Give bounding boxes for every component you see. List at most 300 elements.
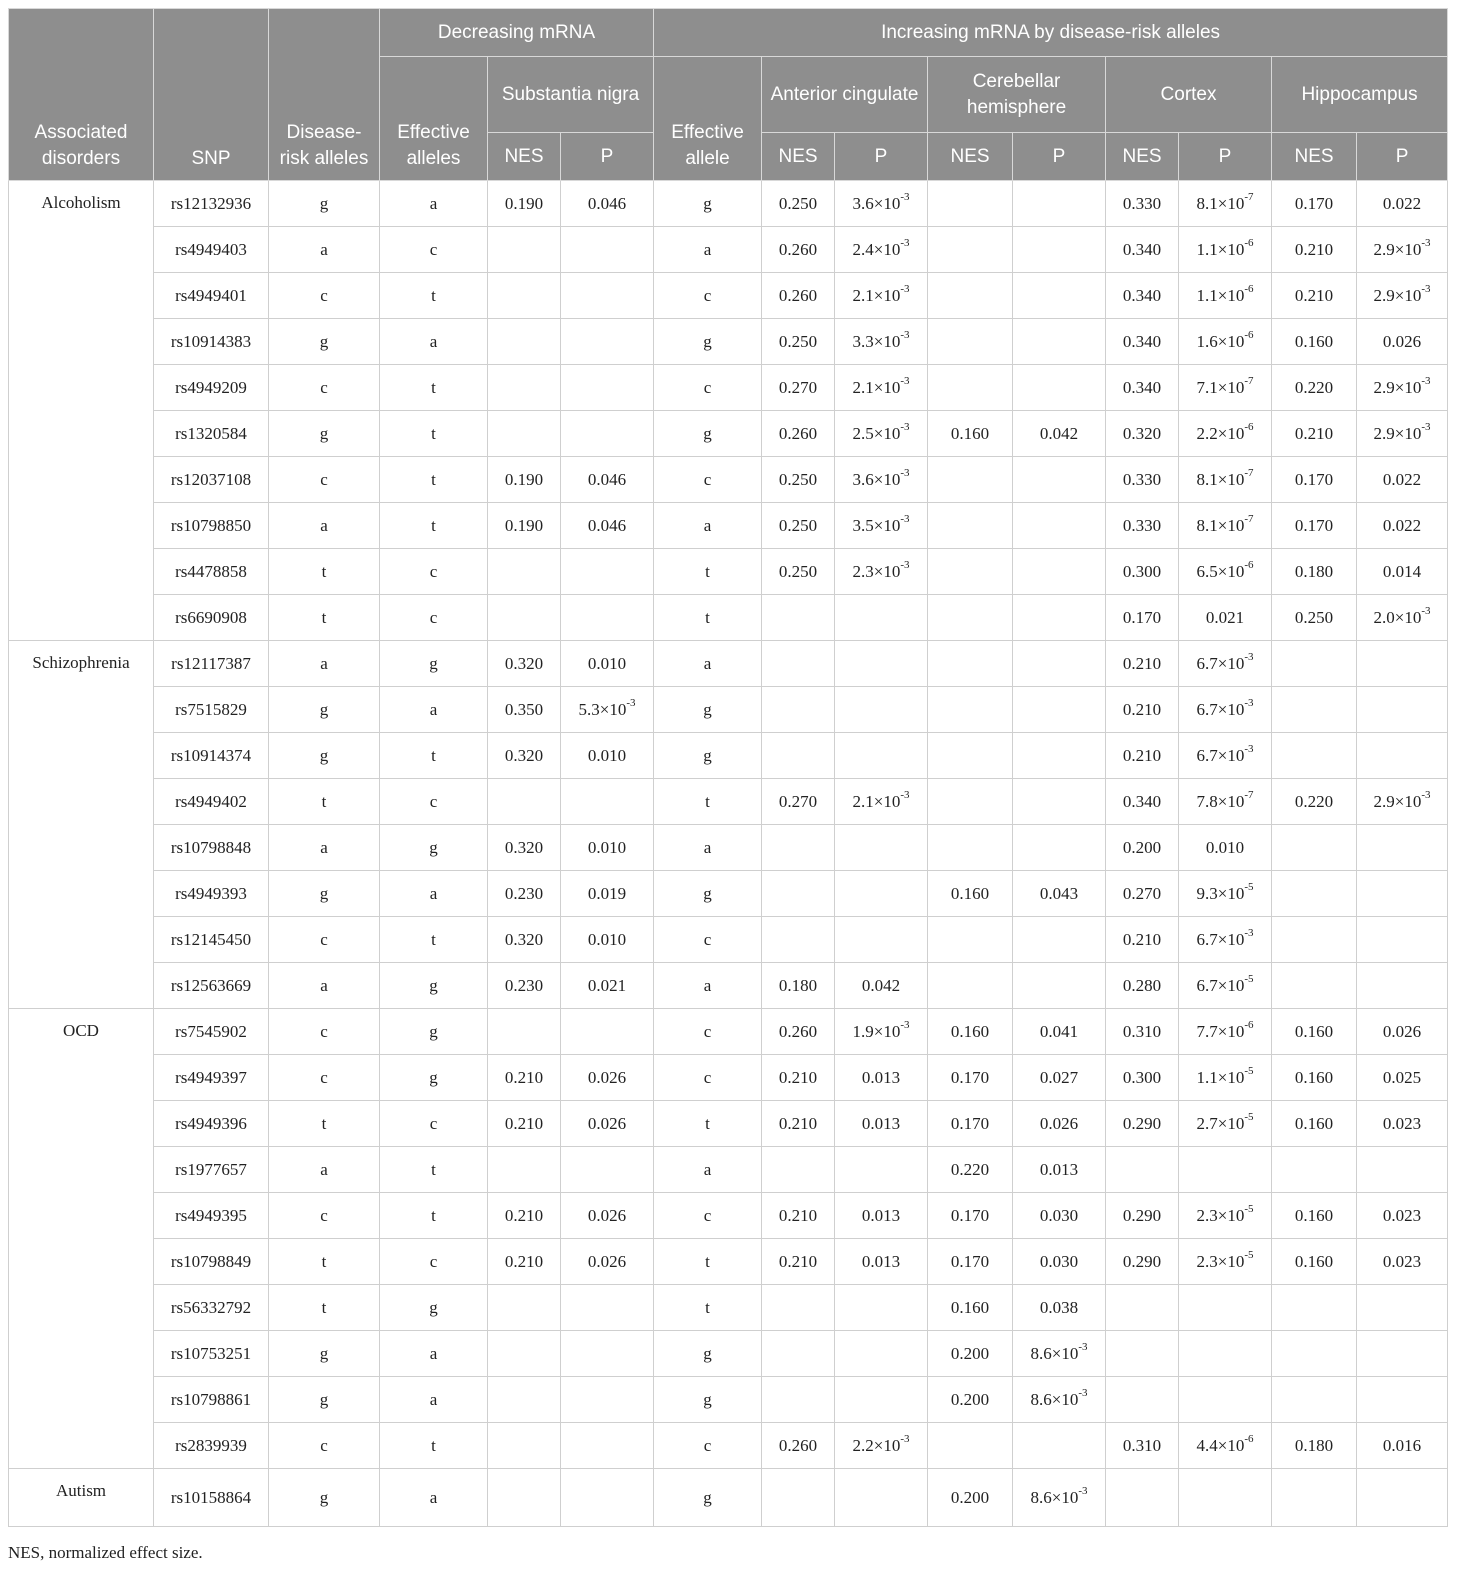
table-cell: [928, 273, 1013, 319]
table-cell: [835, 641, 928, 687]
table-cell: a: [380, 1331, 488, 1377]
table-cell: [1179, 1331, 1272, 1377]
table-cell: [1357, 917, 1448, 963]
table-cell: [1013, 963, 1106, 1009]
table-cell: 0.013: [835, 1239, 928, 1285]
table-cell: 0.170: [1106, 595, 1179, 641]
table-cell: [488, 1423, 561, 1469]
table-cell: rs10798861: [154, 1377, 269, 1423]
table-cell: [561, 595, 654, 641]
table-cell: $6.7\times 10^{-3}$: [1179, 687, 1272, 733]
table-cell: [928, 457, 1013, 503]
table-cell: $1.9\times 10^{-3}$: [835, 1009, 928, 1055]
table-cell: 0.010: [561, 825, 654, 871]
table-cell: 0.330: [1106, 503, 1179, 549]
table-cell: g: [269, 319, 380, 365]
table-cell: 0.320: [488, 733, 561, 779]
table-cell: 0.330: [1106, 457, 1179, 503]
table-row: [9, 733, 1448, 779]
table-cell: $2.9\times 10^{-3}$: [1357, 779, 1448, 825]
table-cell: [1272, 917, 1357, 963]
table-cell: $2.7\times 10^{-5}$: [1179, 1101, 1272, 1147]
table-cell: [488, 365, 561, 411]
table-cell: 0.320: [488, 641, 561, 687]
table-cell: [561, 1009, 654, 1055]
table-cell: g: [380, 1009, 488, 1055]
header-disease-risk-alleles: Disease-risk alleles: [269, 9, 380, 181]
table-cell: [928, 595, 1013, 641]
table-cell: [928, 963, 1013, 1009]
table-cell: [488, 1009, 561, 1055]
table-cell: [1106, 1147, 1179, 1193]
table-cell: [1272, 1377, 1357, 1423]
table-cell: [1357, 871, 1448, 917]
table-cell: 0.210: [1272, 227, 1357, 273]
header-effective-allele: Effective allele: [654, 57, 762, 181]
table-cell: [1357, 1147, 1448, 1193]
table-cell: [1272, 1331, 1357, 1377]
table-cell: [762, 1377, 835, 1423]
table-cell: $2.3\times 10^{-3}$: [835, 549, 928, 595]
table-cell: $1.1\times 10^{-6}$: [1179, 227, 1272, 273]
header-effective-alleles: Effective alleles: [380, 57, 488, 181]
table-cell: t: [654, 595, 762, 641]
table-cell: [488, 273, 561, 319]
table-cell: [1272, 825, 1357, 871]
table-cell: t: [654, 1239, 762, 1285]
table-cell: [488, 1469, 561, 1527]
table-cell: [488, 1147, 561, 1193]
table-cell: 0.180: [762, 963, 835, 1009]
table-cell: 0.042: [1013, 411, 1106, 457]
table-cell: [835, 1331, 928, 1377]
table-cell: [762, 733, 835, 779]
table-cell: $2.9\times 10^{-3}$: [1357, 227, 1448, 273]
header-nes: NES: [928, 133, 1013, 181]
table-cell: c: [380, 1101, 488, 1147]
table-cell: rs12132936: [154, 181, 269, 227]
table-row: [9, 1147, 1448, 1193]
table-cell: g: [654, 1377, 762, 1423]
table-cell: [1357, 733, 1448, 779]
table-cell: 0.260: [762, 1009, 835, 1055]
table-cell: a: [380, 1469, 488, 1527]
disorder-cell: Schizophrenia: [9, 641, 154, 1009]
table-cell: 0.210: [488, 1239, 561, 1285]
table-cell: $2.0\times 10^{-3}$: [1357, 595, 1448, 641]
table-cell: 0.270: [762, 779, 835, 825]
table-cell: 0.046: [561, 181, 654, 227]
table-cell: t: [269, 595, 380, 641]
table-cell: [561, 365, 654, 411]
table-cell: 0.190: [488, 503, 561, 549]
table-cell: a: [269, 641, 380, 687]
table-cell: rs10158864: [154, 1469, 269, 1527]
table-cell: 0.340: [1106, 779, 1179, 825]
table-cell: $2.2\times 10^{-3}$: [835, 1423, 928, 1469]
table-cell: [1013, 227, 1106, 273]
table-cell: [928, 825, 1013, 871]
table-cell: c: [380, 779, 488, 825]
table-cell: $2.9\times 10^{-3}$: [1357, 365, 1448, 411]
table-row: [9, 641, 1448, 687]
table-cell: c: [269, 457, 380, 503]
table-cell: [488, 1331, 561, 1377]
table-cell: rs12117387: [154, 641, 269, 687]
table-cell: g: [380, 1285, 488, 1331]
table-cell: [762, 825, 835, 871]
table-cell: t: [380, 273, 488, 319]
table-cell: c: [380, 227, 488, 273]
table-cell: g: [654, 733, 762, 779]
table-cell: c: [269, 273, 380, 319]
table-cell: 0.260: [762, 227, 835, 273]
table-cell: t: [380, 1147, 488, 1193]
table-cell: [488, 319, 561, 365]
table-cell: 0.270: [762, 365, 835, 411]
header-associated-disorders: Associated disorders: [9, 9, 154, 181]
table-cell: [1013, 779, 1106, 825]
table-cell: c: [269, 917, 380, 963]
table-cell: rs10798849: [154, 1239, 269, 1285]
table-cell: $7.8\times 10^{-7}$: [1179, 779, 1272, 825]
table-row: [9, 1239, 1448, 1285]
table-row: [9, 595, 1448, 641]
table-cell: g: [380, 1055, 488, 1101]
table-cell: 0.160: [928, 1285, 1013, 1331]
table-cell: a: [654, 1147, 762, 1193]
table-cell: [928, 365, 1013, 411]
table-cell: 0.023: [1357, 1101, 1448, 1147]
table-cell: a: [269, 503, 380, 549]
table-cell: 0.160: [928, 871, 1013, 917]
table-cell: [488, 411, 561, 457]
table-cell: 0.010: [1179, 825, 1272, 871]
table-cell: g: [380, 641, 488, 687]
table-cell: c: [380, 549, 488, 595]
table-row: [9, 1285, 1448, 1331]
header-snp: SNP: [154, 9, 269, 181]
table-cell: [561, 779, 654, 825]
table-cell: a: [380, 319, 488, 365]
table-cell: c: [269, 1423, 380, 1469]
table-cell: $8.6\times 10^{-3}$: [1013, 1331, 1106, 1377]
table-cell: $6.7\times 10^{-3}$: [1179, 641, 1272, 687]
table-cell: 0.270: [1106, 871, 1179, 917]
table-cell: t: [269, 1285, 380, 1331]
table-cell: [762, 871, 835, 917]
table-cell: 0.021: [1179, 595, 1272, 641]
table-cell: 0.170: [928, 1239, 1013, 1285]
table-cell: t: [380, 457, 488, 503]
table-cell: $8.1\times 10^{-7}$: [1179, 181, 1272, 227]
table-cell: t: [654, 1285, 762, 1331]
table-cell: c: [269, 1193, 380, 1239]
table-cell: $9.3\times 10^{-5}$: [1179, 871, 1272, 917]
table-cell: 0.320: [488, 825, 561, 871]
table-cell: $1.6\times 10^{-6}$: [1179, 319, 1272, 365]
table-cell: [928, 549, 1013, 595]
table-cell: [928, 1423, 1013, 1469]
table-cell: 0.340: [1106, 227, 1179, 273]
table-cell: t: [380, 1423, 488, 1469]
table-cell: 0.210: [762, 1101, 835, 1147]
table-cell: [1272, 733, 1357, 779]
table-cell: g: [654, 871, 762, 917]
table-cell: [561, 273, 654, 319]
table-cell: [1013, 549, 1106, 595]
table-cell: a: [269, 227, 380, 273]
table-cell: 0.180: [1272, 1423, 1357, 1469]
table-cell: c: [380, 595, 488, 641]
table-cell: rs1977657: [154, 1147, 269, 1193]
table-row: [9, 825, 1448, 871]
table-cell: a: [269, 1147, 380, 1193]
header-increasing-mrna: Increasing mRNA by disease-risk alleles: [654, 9, 1448, 57]
table-cell: rs10914374: [154, 733, 269, 779]
table-row: [9, 549, 1448, 595]
table-cell: 0.210: [1106, 733, 1179, 779]
table-cell: $3.5\times 10^{-3}$: [835, 503, 928, 549]
table-cell: rs4949396: [154, 1101, 269, 1147]
table-cell: 0.013: [835, 1193, 928, 1239]
table-cell: $2.3\times 10^{-5}$: [1179, 1193, 1272, 1239]
header-nes: NES: [1272, 133, 1357, 181]
table-cell: [835, 1469, 928, 1527]
table-cell: [928, 503, 1013, 549]
table-cell: [1357, 1469, 1448, 1527]
table-row: [9, 1469, 1448, 1527]
table-cell: g: [269, 871, 380, 917]
table-cell: [1357, 641, 1448, 687]
table-row: [9, 1009, 1448, 1055]
table-cell: [1013, 181, 1106, 227]
table-cell: 0.300: [1106, 549, 1179, 595]
table-cell: a: [654, 825, 762, 871]
table-cell: c: [654, 1055, 762, 1101]
table-cell: 0.038: [1013, 1285, 1106, 1331]
table-cell: $8.6\times 10^{-3}$: [1013, 1377, 1106, 1423]
table-cell: 0.023: [1357, 1239, 1448, 1285]
table-cell: 0.160: [1272, 1055, 1357, 1101]
table-cell: 0.160: [1272, 1239, 1357, 1285]
table-cell: [488, 595, 561, 641]
table-cell: g: [269, 687, 380, 733]
table-cell: [1179, 1469, 1272, 1527]
table-cell: 0.022: [1357, 457, 1448, 503]
table-cell: 0.210: [1106, 641, 1179, 687]
table-cell: $5.3\times 10^{-3}$: [561, 687, 654, 733]
table-cell: [1272, 1285, 1357, 1331]
table-cell: 0.160: [1272, 1009, 1357, 1055]
table-cell: [1357, 825, 1448, 871]
table-cell: g: [269, 1377, 380, 1423]
table-cell: 0.210: [488, 1101, 561, 1147]
table-cell: 0.170: [928, 1193, 1013, 1239]
table-cell: a: [380, 181, 488, 227]
table-cell: 0.210: [1106, 687, 1179, 733]
table-cell: c: [269, 1055, 380, 1101]
table-cell: $6.7\times 10^{-5}$: [1179, 963, 1272, 1009]
table-cell: [1179, 1285, 1272, 1331]
table-cell: $8.1\times 10^{-7}$: [1179, 457, 1272, 503]
table-cell: 0.014: [1357, 549, 1448, 595]
table-cell: 0.160: [1272, 319, 1357, 365]
table-cell: 0.026: [561, 1193, 654, 1239]
table-cell: [835, 871, 928, 917]
header-cortex: Cortex: [1106, 57, 1272, 133]
table-cell: t: [380, 733, 488, 779]
table-cell: 0.026: [561, 1239, 654, 1285]
table-cell: [1013, 641, 1106, 687]
table-cell: 0.013: [835, 1101, 928, 1147]
table-cell: $8.6\times 10^{-3}$: [1013, 1469, 1106, 1527]
table-cell: $2.3\times 10^{-5}$: [1179, 1239, 1272, 1285]
table-cell: 0.320: [488, 917, 561, 963]
table-cell: rs10798850: [154, 503, 269, 549]
table-cell: 0.170: [928, 1101, 1013, 1147]
table-cell: [928, 687, 1013, 733]
table-cell: $7.7\times 10^{-6}$: [1179, 1009, 1272, 1055]
table-row: [9, 411, 1448, 457]
table-cell: [1357, 1285, 1448, 1331]
table-cell: [1013, 687, 1106, 733]
table-cell: [1106, 1377, 1179, 1423]
table-cell: c: [654, 1423, 762, 1469]
table-cell: [561, 411, 654, 457]
table-cell: 0.022: [1357, 181, 1448, 227]
table-cell: 0.290: [1106, 1101, 1179, 1147]
table-cell: 0.210: [488, 1193, 561, 1239]
table-cell: [1357, 963, 1448, 1009]
table-cell: 0.250: [762, 503, 835, 549]
table-cell: [1013, 457, 1106, 503]
table-cell: $7.1\times 10^{-7}$: [1179, 365, 1272, 411]
table-cell: 0.180: [1272, 549, 1357, 595]
table-cell: [928, 917, 1013, 963]
table-cell: a: [654, 641, 762, 687]
table-cell: 0.042: [835, 963, 928, 1009]
table-cell: 0.230: [488, 963, 561, 1009]
table-cell: t: [654, 1101, 762, 1147]
table-cell: g: [654, 319, 762, 365]
table-cell: a: [654, 227, 762, 273]
table-cell: [762, 1147, 835, 1193]
table-cell: 0.280: [1106, 963, 1179, 1009]
table-cell: [835, 917, 928, 963]
table-row: [9, 1331, 1448, 1377]
table-cell: c: [654, 273, 762, 319]
table-row: [9, 1193, 1448, 1239]
table-cell: 0.260: [762, 1423, 835, 1469]
table-cell: $4.4\times 10^{-6}$: [1179, 1423, 1272, 1469]
table-cell: 0.041: [1013, 1009, 1106, 1055]
table-row: [9, 227, 1448, 273]
table-cell: [1013, 917, 1106, 963]
table-cell: [1013, 825, 1106, 871]
header-p: P: [835, 133, 928, 181]
table-cell: [1013, 273, 1106, 319]
table-row: [9, 917, 1448, 963]
table-cell: t: [269, 1101, 380, 1147]
table-row: [9, 1377, 1448, 1423]
table-cell: 0.230: [488, 871, 561, 917]
table-cell: [762, 641, 835, 687]
table-cell: [488, 779, 561, 825]
table-cell: [835, 825, 928, 871]
table-cell: [1179, 1377, 1272, 1423]
table-cell: t: [269, 549, 380, 595]
table-cell: [928, 319, 1013, 365]
table-cell: g: [269, 733, 380, 779]
table-cell: [1179, 1147, 1272, 1193]
table-cell: 0.010: [561, 733, 654, 779]
table-cell: rs4949402: [154, 779, 269, 825]
table-cell: 0.170: [1272, 503, 1357, 549]
table-cell: [835, 1377, 928, 1423]
table-cell: 0.013: [835, 1055, 928, 1101]
table-cell: rs6690908: [154, 595, 269, 641]
table-cell: c: [380, 1239, 488, 1285]
table-cell: $2.2\times 10^{-6}$: [1179, 411, 1272, 457]
table-cell: $2.1\times 10^{-3}$: [835, 779, 928, 825]
table-cell: 0.026: [561, 1101, 654, 1147]
table-cell: 0.320: [1106, 411, 1179, 457]
table-cell: 0.030: [1013, 1193, 1106, 1239]
table-cell: c: [654, 1009, 762, 1055]
table-cell: [1272, 641, 1357, 687]
table-cell: [561, 549, 654, 595]
table-cell: 0.200: [1106, 825, 1179, 871]
table-cell: [488, 549, 561, 595]
table-cell: 0.220: [1272, 365, 1357, 411]
table-cell: 0.010: [561, 641, 654, 687]
table-cell: c: [654, 365, 762, 411]
table-cell: [561, 1423, 654, 1469]
table-cell: [762, 1331, 835, 1377]
table-cell: [561, 227, 654, 273]
table-cell: rs4949397: [154, 1055, 269, 1101]
table-cell: [1272, 687, 1357, 733]
table-cell: 0.220: [928, 1147, 1013, 1193]
table-cell: [835, 687, 928, 733]
table-cell: t: [654, 779, 762, 825]
table-row: [9, 457, 1448, 503]
table-row: [9, 1423, 1448, 1469]
table-cell: rs10798848: [154, 825, 269, 871]
disorder-cell: OCD: [9, 1009, 154, 1469]
table-cell: 0.170: [928, 1055, 1013, 1101]
table-cell: [1106, 1469, 1179, 1527]
table-cell: 0.350: [488, 687, 561, 733]
table-cell: 0.210: [762, 1193, 835, 1239]
table-cell: t: [380, 503, 488, 549]
table-cell: [1013, 365, 1106, 411]
table-cell: 0.310: [1106, 1423, 1179, 1469]
table-cell: [488, 227, 561, 273]
table-cell: 0.210: [1106, 917, 1179, 963]
table-cell: 0.170: [1272, 181, 1357, 227]
table-cell: c: [654, 1193, 762, 1239]
disorder-cell: Alcoholism: [9, 181, 154, 641]
table-cell: rs4949209: [154, 365, 269, 411]
table-cell: 0.310: [1106, 1009, 1179, 1055]
table-cell: t: [380, 411, 488, 457]
table-cell: rs56332792: [154, 1285, 269, 1331]
table-row: [9, 181, 1448, 227]
table-cell: 0.250: [762, 457, 835, 503]
table-cell: rs4949393: [154, 871, 269, 917]
